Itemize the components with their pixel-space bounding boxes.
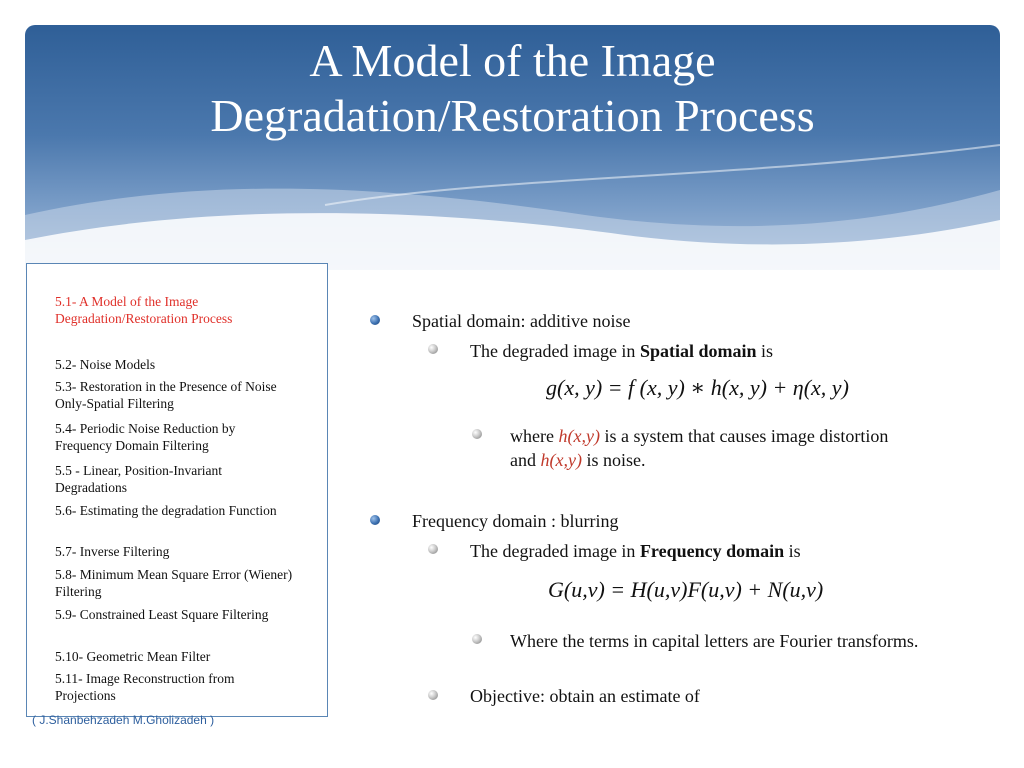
author-credit: ( J.Shanbehzadeh M.Gholizadeh ) [32, 713, 215, 727]
where-note [510, 424, 910, 472]
slide-title-line2: Degradation/Restoration Process [210, 90, 815, 141]
bullet-l2-icon [472, 634, 482, 644]
bullet-l1-icon [370, 515, 380, 525]
spatial-sub-post: is [756, 341, 773, 361]
spatial-domain-sub [470, 339, 773, 363]
where-post: is noise. [581, 450, 646, 470]
slide-title-line1: A Model of the Image [309, 35, 716, 86]
toc-item-5-6[interactable]: 5.6- Estimating the degradation Function [55, 503, 277, 518]
spatial-equation: g(x, y) = f (x, y) ∗ h(x, y) + η(x, y) [546, 375, 849, 400]
slide-title [25, 33, 1000, 143]
spatial-sub-pre: The degraded image in [470, 341, 640, 361]
spatial-domain-heading: Spatial domain: additive noise [412, 311, 631, 331]
toc-item-5-8[interactable]: 5.8- Minimum Mean Square Error (Wiener) Filtering [55, 567, 293, 599]
bullet-l2-icon [472, 429, 482, 439]
toc-item-5-7[interactable]: 5.7- Inverse Filtering [55, 544, 170, 559]
bullet-l1-icon [370, 315, 380, 325]
frequency-domain-heading: Frequency domain : blurring [412, 511, 619, 531]
spatial-sub-bold: Spatial domain [639, 341, 757, 361]
toc-item-5-4[interactable]: 5.4- Periodic Noise Reduction by Frequency Domain Filtering [55, 421, 236, 453]
frequency-equation: G(u,v) = H(u,v)F(u,v) + N(u,v) [548, 577, 824, 602]
h-xy-term-2: h(x,y) [540, 450, 582, 470]
toc-item-5-10[interactable]: 5.10- Geometric Mean Filter [55, 649, 211, 664]
frequency-sub-post: is [784, 541, 801, 561]
toc-item-5-1[interactable]: 5.1- A Model of the Image Degradation/Restoration Process [55, 294, 233, 326]
where-pre: where [510, 426, 559, 446]
bullet-l2-icon [428, 344, 438, 354]
objective-text: Objective: obtain an estimate of [470, 686, 700, 706]
toc-item-5-3[interactable]: 5.3- Restoration in the Presence of Noise Only-Spatial Filtering [55, 379, 277, 411]
toc-item-5-2[interactable]: 5.2- Noise Models [55, 357, 156, 372]
frequency-sub-bold: Frequency domain [639, 541, 785, 561]
frequency-domain-sub [470, 539, 801, 563]
where-mid: is a system that causes image distortion and [510, 426, 889, 470]
bullet-l2-icon [428, 690, 438, 700]
frequency-sub-pre: The degraded image in [470, 541, 640, 561]
toc-item-5-5[interactable]: 5.5 - Linear, Position-Invariant Degradations [55, 463, 223, 495]
toc-item-5-9[interactable]: 5.9- Constrained Least Square Filtering [55, 607, 269, 622]
toc-item-5-11[interactable]: 5.11- Image Reconstruction from Projections [55, 671, 235, 703]
bullet-l2-icon [428, 544, 438, 554]
capital-letters-note: Where the terms in capital letters are Fourier transforms. [510, 631, 919, 651]
h-xy-term: h(x,y) [558, 426, 600, 446]
